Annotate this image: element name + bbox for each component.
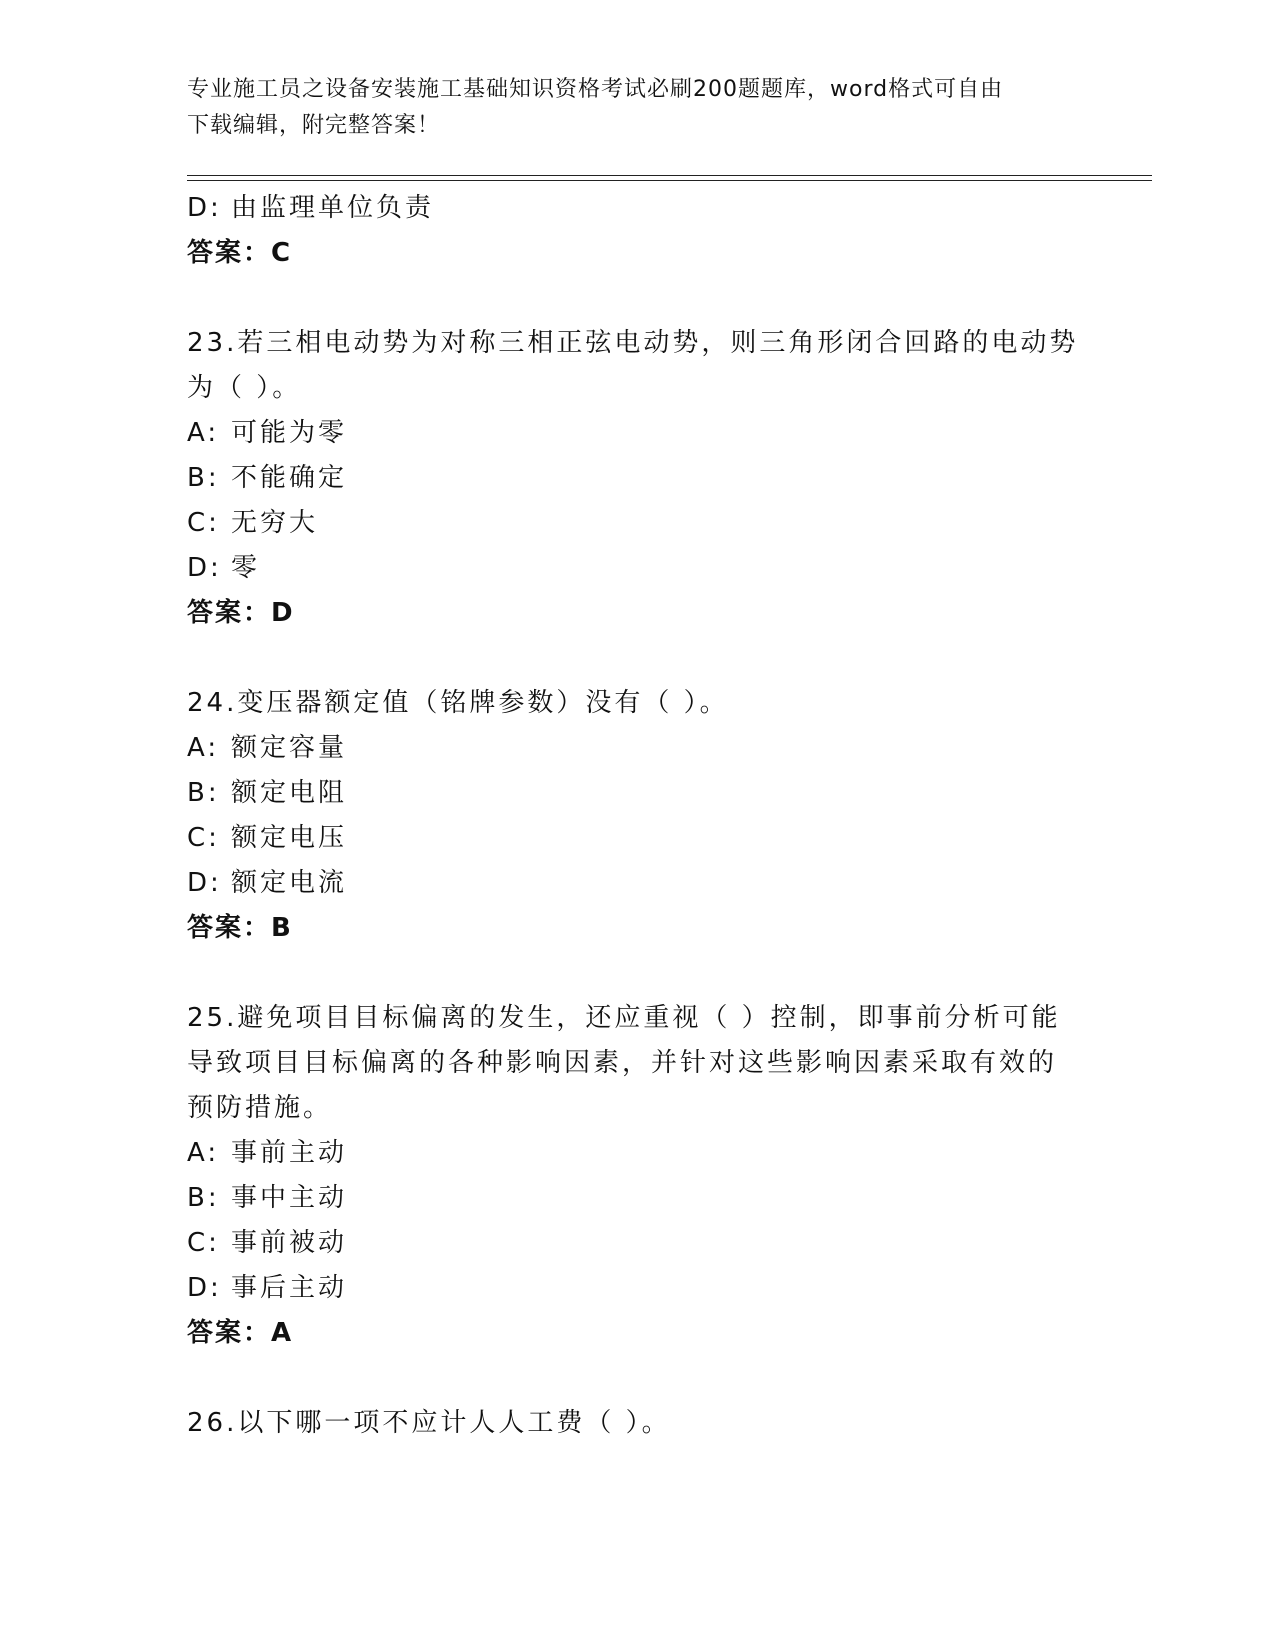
option-text: 可能为零 — [231, 418, 348, 448]
option-b — [187, 456, 1087, 501]
option-text: 事中主动 — [231, 1183, 348, 1213]
option-label: C: — [187, 508, 220, 538]
option-a — [187, 411, 1087, 456]
option-text: 不能确定 — [231, 463, 348, 493]
option-text: 事前主动 — [231, 1138, 348, 1168]
option-a — [187, 1131, 1087, 1176]
header-divider-bottom — [187, 180, 1152, 181]
answer: 答案：D — [187, 598, 295, 628]
prev-option-d — [187, 186, 1087, 231]
header-line-2: 下载编辑，附完整答案！ — [187, 113, 441, 138]
option-label: A: — [187, 418, 220, 448]
option-c — [187, 1221, 1087, 1266]
question-text-line: 23.若三相电动势为对称三相正弦电动势，则三角形闭合回路的电动势 — [187, 328, 1079, 358]
option-label: D: — [187, 553, 222, 583]
option-text: 额定电压 — [231, 823, 348, 853]
option-text: 事后主动 — [231, 1273, 348, 1303]
option-d — [187, 546, 1087, 591]
option-text: 额定电流 — [231, 868, 348, 898]
header-line-1: 专业施工员之设备安装施工基础知识资格考试必刷200题题库，word格式可自由 — [187, 77, 1004, 102]
document-header — [187, 72, 1067, 144]
option-text: 零 — [231, 553, 261, 583]
option-b — [187, 1176, 1087, 1221]
option-label: C: — [187, 1228, 220, 1258]
question-24 — [187, 681, 1087, 951]
option-b — [187, 771, 1087, 816]
question-text-line: 25.避免项目目标偏离的发生，还应重视（ ）控制，即事前分析可能 — [187, 1003, 1061, 1033]
option-label: B: — [187, 778, 220, 808]
option-label: B: — [187, 1183, 220, 1213]
option-text: 无穷大 — [231, 508, 319, 538]
option-c — [187, 501, 1087, 546]
spacer — [187, 1356, 1087, 1401]
option-label: D: — [187, 193, 222, 223]
prev-answer: 答案：C — [187, 238, 293, 268]
option-label: D: — [187, 1273, 222, 1303]
spacer — [187, 951, 1087, 996]
question-26 — [187, 1401, 1087, 1446]
question-text-line: 为（ ）。 — [187, 373, 302, 403]
question-text-line: 26.以下哪一项不应计人人工费（ ）。 — [187, 1408, 671, 1438]
question-23 — [187, 321, 1087, 636]
option-d — [187, 861, 1087, 906]
question-list — [187, 186, 1087, 1446]
spacer — [187, 636, 1087, 681]
option-text: 由监理单位负责 — [231, 193, 435, 223]
option-label: A: — [187, 1138, 220, 1168]
option-d — [187, 1266, 1087, 1311]
header-divider-top — [187, 175, 1152, 176]
option-label: B: — [187, 463, 220, 493]
option-text: 额定容量 — [231, 733, 348, 763]
question-text-line: 24.变压器额定值（铭牌参数）没有（ ）。 — [187, 688, 729, 718]
answer: 答案：B — [187, 913, 293, 943]
option-label: A: — [187, 733, 220, 763]
option-c — [187, 816, 1087, 861]
answer: 答案：A — [187, 1318, 294, 1348]
option-label: D: — [187, 868, 222, 898]
option-text: 事前被动 — [231, 1228, 348, 1258]
question-text-line: 导致项目目标偏离的各种影响因素，并针对这些影响因素采取有效的 — [187, 1048, 1058, 1078]
question-25 — [187, 996, 1087, 1356]
question-text-line: 预防措施。 — [187, 1093, 333, 1123]
option-text: 额定电阻 — [231, 778, 348, 808]
spacer — [187, 276, 1087, 321]
option-label: C: — [187, 823, 220, 853]
option-a — [187, 726, 1087, 771]
